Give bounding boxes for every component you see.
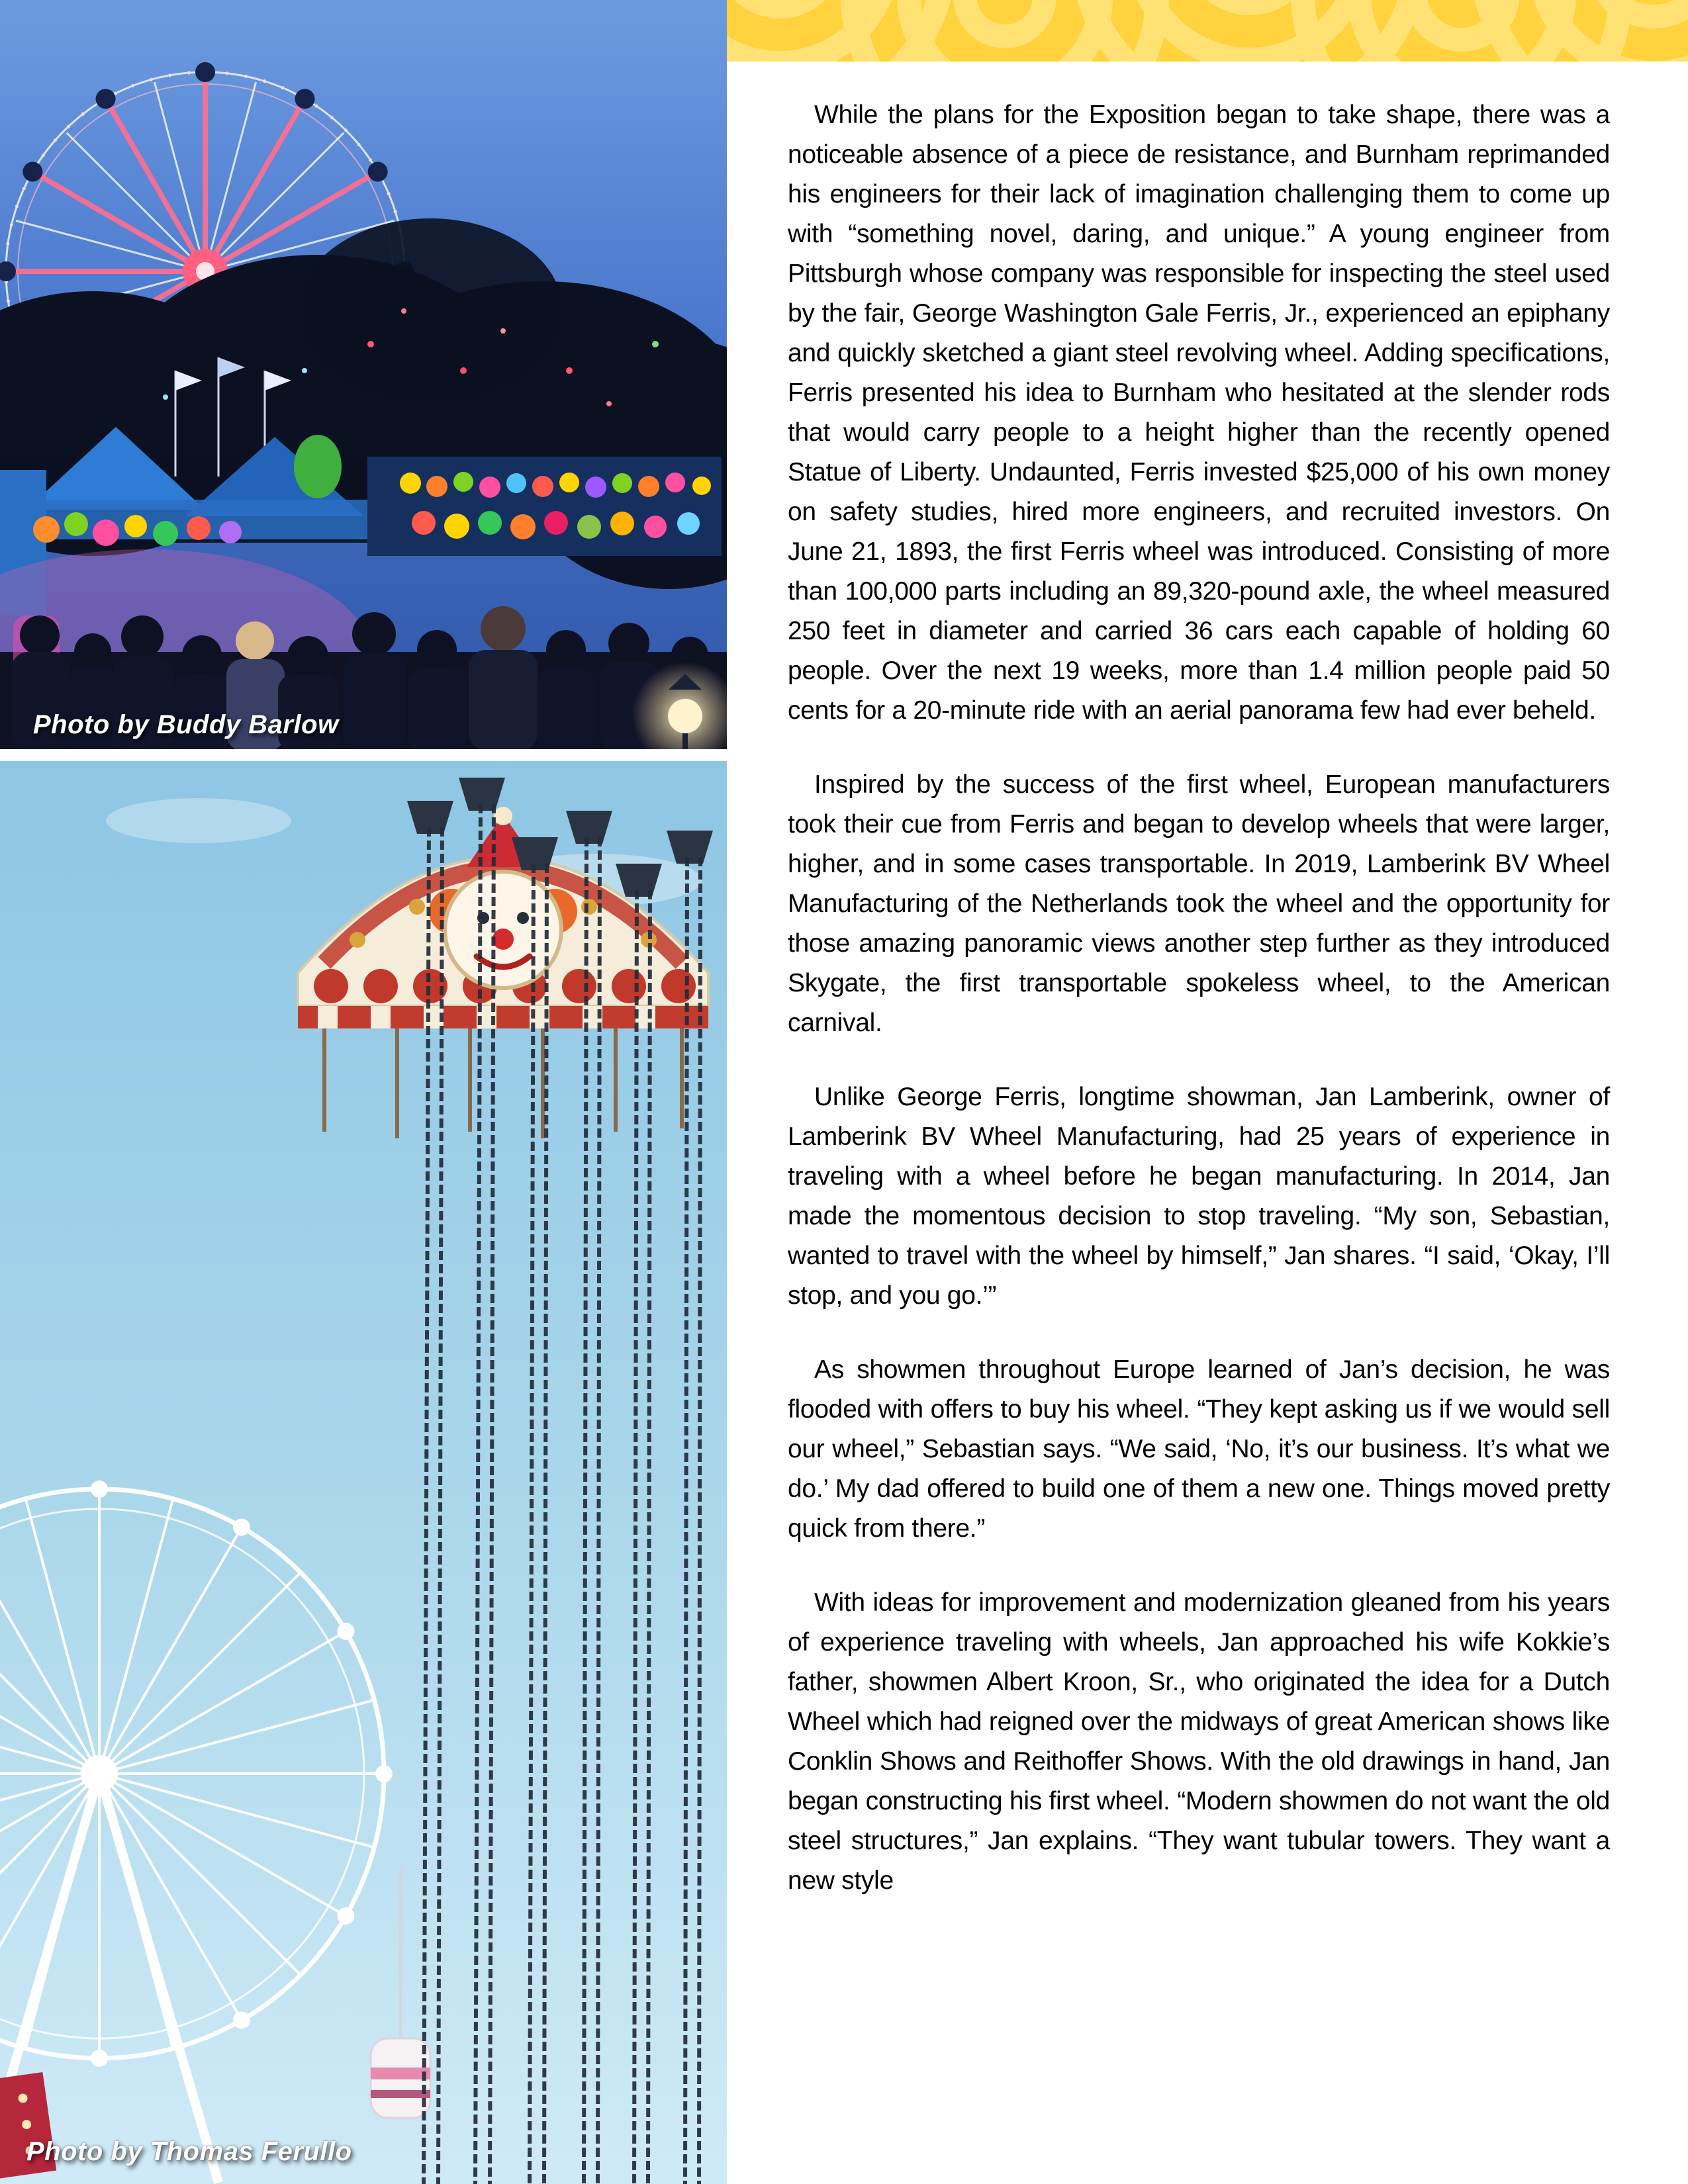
article-paragraph: With ideas for improvement and modernization gleaned from his years of experience traveling with wheels, Jan approached his wife Kokkie’s father, showmen Albert Kroon, Sr., who originated the idea for a Dutch Wheel which had reigned over the midways of great American shows like Conklin Shows and Reithoffer Shows. With the old drawings in hand, Jan began constructing his first wheel. “Modern showmen do not want the old steel structures,” Jan explains. “They want tubular towers. They want a new style (788, 1588, 1610, 1895)
photo-night-carnival (0, 0, 727, 749)
photo-credit-bottom: Photo by Thomas Ferullo (26, 2137, 352, 2166)
night-carnival-illustration (0, 0, 727, 749)
cloud (106, 798, 291, 843)
article-paragraph: While the plans for the Exposition began to take shape, there was a noticeable absence of a piece de resistance, and Burnham reprimanded his engineers for their lack of imagination challenging them to come up with “something novel, daring, and unique.” A young engineer from Pittsburgh whose company was responsible for inspecting the steel used by the fair, George Washington Gale Ferris, Jr., experienced an epiphany and quickly sketched a giant steel revolving wheel. Adding specifications, Ferris presented his idea to Burnham who hesitated at the slender rods that would carry people to a height higher than the recently opened Statue of Liberty. Undaunted, Ferris invested $25,000 of his own money on safety studies, hired more engineers, and recruited investors. On June 21, 1893, the first Ferris wheel was introduced. Consisting of more than 100,000 parts including an 89,320-pound axle, the wheel measured 250 feet in diameter and carried 36 cars each capable of holding 60 people. Over the next 19 weeks, more than 1.4 million people paid 50 cents for a 20-minute ride with an aerial panorama few had ever beheld. (788, 101, 1610, 725)
article-paragraph: As showmen throughout Europe learned of Jan’s decision, he was flooded with offers to buy his wheel. “They kept asking us if we would sell our wheel,” Sebastian says. “We said, ‘No, it’s our business. It’s what we do.’ My dad offered to build one of them a new one. Things moved pretty quick from there.” (788, 1355, 1610, 1543)
article-paragraph: Inspired by the success of the first wheel, European manufacturers took their cue from Ferris and began to develop wheels that were larger, higher, and in some cases transportable. In 2019, Lamberink BV Wheel Manufacturing of the Netherlands took the wheel and the opportunity for those amazing panoramic views another step further as they introduced Skygate, the first transportable spokeless wheel, to the American carnival. (788, 770, 1610, 1037)
banner-arcs (727, 0, 1688, 62)
article-text (788, 95, 1610, 1935)
day-carnival-illustration (0, 761, 727, 2184)
photo-credit-top: Photo by Buddy Barlow (33, 710, 339, 739)
article-paragraph: Unlike George Ferris, longtime showman, Jan Lamberink, owner of Lamberink BV Wheel Manufacturing, had 25 years of experience in traveling with a wheel before he began manufacturing. In 2014, Jan made the momentous decision to stop traveling. “My son, Sebastian, wanted to travel with the wheel by himself,” Jan shares. “I said, ‘Okay, I’ll stop, and you go.’” (788, 1083, 1610, 1310)
photo-day-carnival (0, 761, 727, 2184)
decorative-banner (727, 0, 1688, 62)
